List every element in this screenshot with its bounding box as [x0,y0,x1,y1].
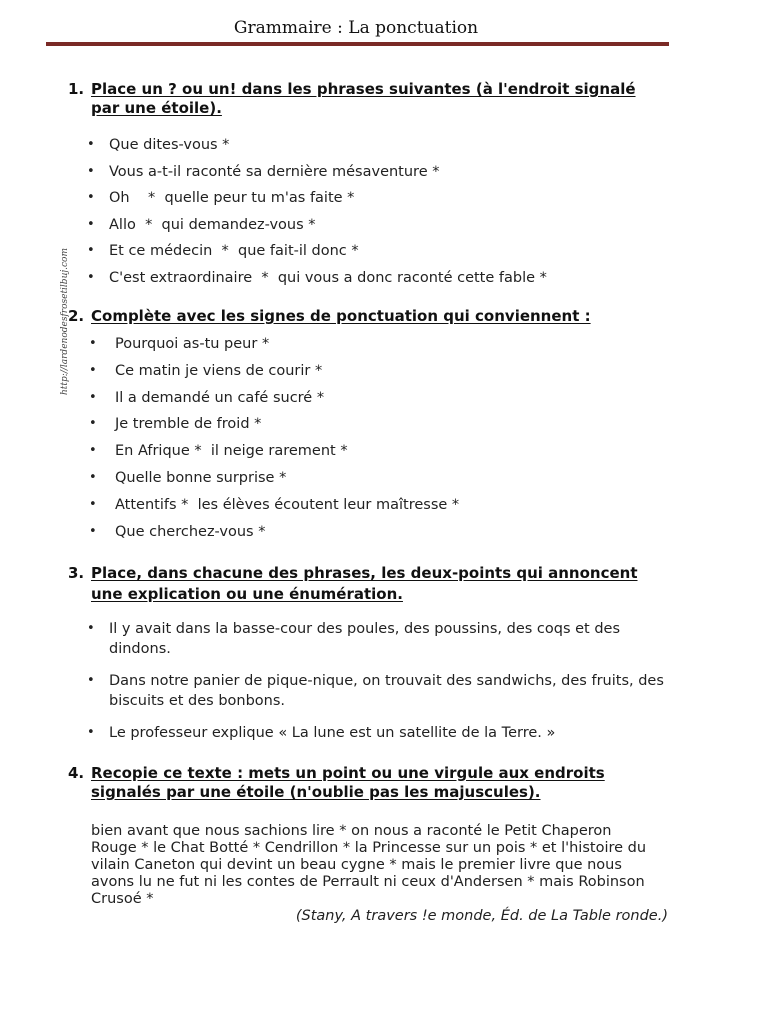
list-item: • Pourquoi as-tu peur * [89,336,270,352]
list-item: • C'est extraordinaire * qui vous a donc raconté cette fable * [87,269,547,286]
exercise-instruction: Complète avec les signes de ponctuation qui conviennent : [91,307,591,325]
list-item: • Dans notre panier de pique-nique, on trouvait des sandwichs, des fruits, des biscuits et des bonbons. [87,673,664,709]
list-item: • Attentifs * les élèves écoutent leur maîtresse * [89,496,460,513]
bullet-icon: • [89,443,97,459]
bullet-icon: • [87,673,95,688]
page-title: Grammaire : La ponctuation [233,18,479,38]
list-item: • Il a demandé un café sucré * [89,389,325,406]
exercise-3 [68,563,668,755]
bullet-icon: • [87,725,95,740]
exercise-heading [68,307,668,326]
bullet-icon: • [89,336,97,351]
bullet-icon: • [89,416,97,432]
exercise-instruction: Recopie ce texte : mets un point ou une virgule aux endroits signalés par une étoile (n'oublie pas les majuscules). [91,764,605,801]
bullet-icon: • [87,190,95,205]
bullet-icon: • [87,216,95,232]
title-divider [46,42,669,46]
list-item: • Et ce médecin * que fait-il donc * [87,243,359,259]
sentence-list [87,136,668,295]
bullet-icon: • [89,389,97,405]
list-item: • Que cherchez-vous * [89,523,266,540]
list-item: • Oh * quelle peur tu m'as faite * [87,190,355,206]
list-item: • Il y avait dans la basse-cour des poules, des poussins, des coqs et des dindons. [87,621,621,657]
bullet-icon: • [89,496,97,512]
exercise-number: 4. [68,764,85,782]
side-watermark-url: http://lardenodesfrosetilbuj.com [60,247,70,395]
sentence-list [89,335,668,549]
list-item: • Que dites-vous * [87,137,230,153]
bullet-icon: • [89,469,97,485]
list-item: • Quelle bonne surprise * [89,469,287,486]
exercise-1 [68,80,668,295]
list-item: • Ce matin je viens de courir * [89,362,323,379]
exercise-heading [68,80,668,118]
exercise-2 [68,307,668,549]
bullet-icon: • [87,137,95,152]
sentence-list [87,619,667,743]
bullet-icon: • [87,243,95,258]
list-item: • Vous a-t-il raconté sa dernière mésaventure * [87,163,440,180]
list-item: • Le professeur explique « La lune est un satellite de la Terre. » [87,725,556,741]
list-item: • Allo * qui demandez-vous * [87,216,316,233]
bullet-icon: • [87,269,95,285]
bullet-icon: • [87,163,95,179]
exercise-number: 3. [68,564,85,582]
exercise-heading [68,764,668,802]
exercise-number: 2. [68,307,85,325]
exercise-instruction: Place un ? ou un! dans les phrases suivantes (à l'endroit signalé par une étoile). [91,80,636,117]
list-item: • Je tremble de froid * [89,416,262,433]
list-item: • En Afrique * il neige rarement * [89,443,348,460]
bullet-icon: • [87,621,95,636]
bullet-icon: • [89,362,97,378]
exercise-heading [68,563,668,605]
bullet-icon: • [89,523,97,539]
text-to-copy: bien avant que nous sachions lire * on nous a raconté le Petit Chaperon Rouge * le Chat Botté * Cendrillon * la Princesse sur un pois * et l'histoire du vilain Caneton qui devint un beau cygne * mais le premier livre que nous avons lu ne fut ni les contes de Perrault ni ceux d'Andersen * mais Robinson Crusoé * [91,823,647,907]
exercise-instruction: Place, dans chacune des phrases, les deux-points qui annoncent une explication ou une énumération. [91,564,638,603]
exercise-4 [68,764,668,925]
text-source-citation: (Stany, A travers !e monde, Éd. de La Table ronde.) [295,908,668,924]
exercise-number: 1. [68,80,85,98]
